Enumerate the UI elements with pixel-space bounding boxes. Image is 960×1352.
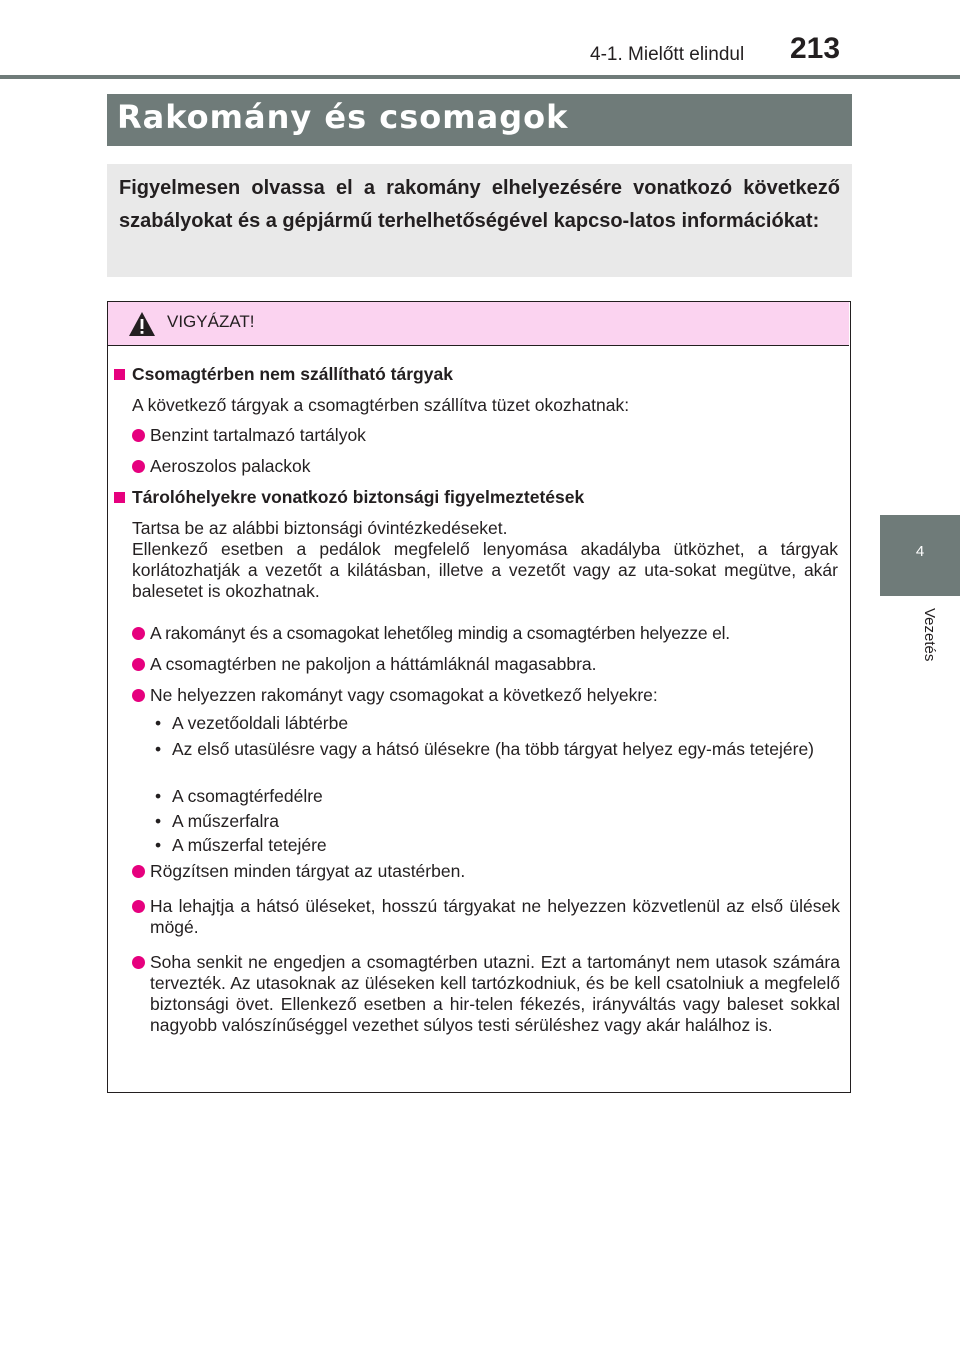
page-number: 213 — [790, 32, 841, 65]
list-item: Soha senkit ne engedjen a csomagtérben utazni. Ezt a tartományt nem utasok számára tervezték. Az utasoknak az üléseken kell tartózkodniuk, és be kell csatolniuk a megfelelő biztonsági övet. Ellenkező esetben a hir-telen fékezés, irányváltás vagy baleset sokkal nagyobb valószínűséggel vezethet súlyos testi sérüléshez vagy akár halálhoz is. — [150, 952, 840, 1035]
bullet-dot-icon — [132, 429, 145, 442]
bullet-dot-icon — [132, 627, 145, 640]
sub-bullet: • — [155, 713, 162, 733]
warning-header — [108, 302, 849, 346]
section-square-icon — [114, 492, 125, 503]
bullet-dot-icon — [132, 658, 145, 671]
sub-list-item: A műszerfalra — [172, 811, 279, 831]
section-text: A következő tárgyak a csomagtérben szállítva tüzet okozhatnak: — [132, 395, 630, 415]
list-item: Aeroszolos palackok — [150, 456, 311, 476]
list-item: A rakományt és a csomagokat lehetőleg mindig a csomagtérben helyezze el. — [150, 623, 730, 643]
warning-triangle-icon — [128, 311, 156, 337]
title-bar — [107, 94, 852, 146]
sub-bullet: • — [155, 835, 162, 855]
list-item: Ne helyezzen rakományt vagy csomagokat a következő helyekre: — [150, 685, 658, 705]
intro-text: Figyelmesen olvassa el a rakomány elhelyezésére vonatkozó következő szabályokat és a gépjármű terhelhetőségével kapcso-latos információkat: — [119, 177, 840, 232]
warning-box — [107, 301, 851, 1093]
sub-list-item: A csomagtérfedélre — [172, 786, 323, 806]
section-heading: Tárolóhelyekre vonatkozó biztonsági figyelmeztetések — [132, 487, 585, 507]
list-item: Benzint tartalmazó tartályok — [150, 425, 366, 445]
bullet-dot-icon — [132, 956, 145, 969]
chapter-number: 4 — [915, 543, 925, 560]
sub-bullet: • — [155, 739, 162, 759]
intro-box — [107, 164, 852, 277]
section-label: 4-1. Mielőtt elindul — [590, 44, 745, 65]
sub-list-item: A vezetőoldali lábtérbe — [172, 713, 349, 733]
sub-list-item: Az első utasülésre vagy a hátsó ülésekre (ha több tárgyat helyez egy-más tetejére) — [172, 739, 815, 759]
sub-bullet: • — [155, 786, 162, 806]
bullet-dot-icon — [132, 865, 145, 878]
section-text: Tartsa be az alábbi biztonsági óvintézkedéseket. — [132, 518, 508, 538]
section-heading: Csomagtérben nem szállítható tárgyak — [132, 364, 453, 384]
list-item: Ha lehajtja a hátsó üléseket, hosszú tárgyakat ne helyezzen közvetlenül az első ülések mögé. — [150, 896, 840, 937]
bullet-dot-icon — [132, 689, 145, 702]
page-title: Rakomány és csomagok — [117, 98, 569, 136]
chapter-label: Vezetés — [921, 608, 938, 662]
section-text: Ellenkező esetben a pedálok megfelelő lenyomása akadályba ütközhet, a tárgyak korlátozhatják a vezetőt a kilátásban, illetve a vezetőt vagy az uta-sokat megütve, akár balesetet is okozhatnak. — [132, 539, 838, 601]
chapter-tab — [880, 515, 960, 596]
list-item: A csomagtérben ne pakoljon a háttámláknál magasabbra. — [150, 654, 597, 674]
bullet-dot-icon — [132, 900, 145, 913]
list-item: Rögzítsen minden tárgyat az utastérben. — [150, 861, 466, 881]
sub-list-item: A műszerfal tetejére — [172, 835, 327, 855]
bullet-dot-icon — [132, 460, 145, 473]
section-square-icon — [114, 369, 125, 380]
sub-bullet: • — [155, 811, 162, 831]
warning-title: VIGYÁZAT! — [167, 312, 255, 331]
header-rule — [0, 75, 960, 79]
